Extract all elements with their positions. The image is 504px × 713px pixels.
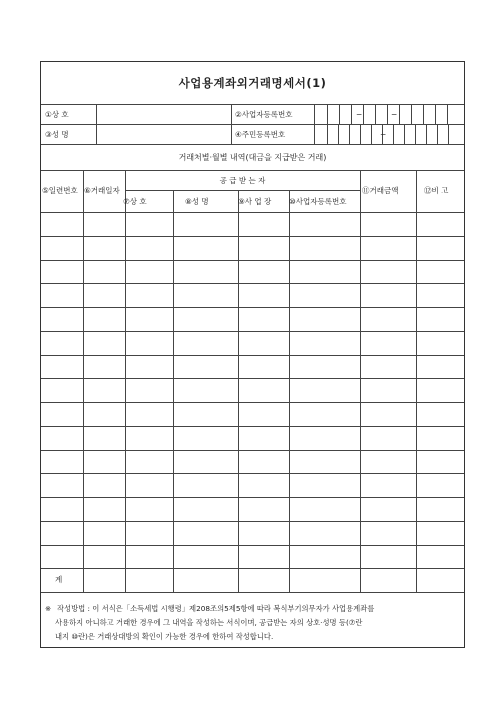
writing-instructions <box>45 602 460 644</box>
digit-box-divider <box>435 104 436 124</box>
table-row-divider <box>41 402 464 403</box>
digit-box-divider <box>349 124 350 144</box>
table-row-divider <box>41 473 464 474</box>
digit-box-divider <box>448 124 449 144</box>
digit-box-divider <box>339 104 340 124</box>
col-date: ⑥거래일자 <box>84 186 120 195</box>
header-bottom-divider <box>41 144 464 145</box>
table-row-divider <box>41 378 464 379</box>
resident-reg-dash: − <box>380 130 387 139</box>
column-divider <box>238 190 239 592</box>
digit-box-divider <box>415 124 416 144</box>
column-divider <box>289 190 290 592</box>
digit-box-divider <box>437 124 438 144</box>
digit-box-divider <box>399 104 400 124</box>
col-sub-site: ⑨사 업 장 <box>238 197 272 206</box>
column-divider <box>83 170 84 592</box>
note-line-3: 내지 ⑩란)은 거래상대방의 확인이 가능한 경우에 한하여 작성합니다. <box>55 632 274 641</box>
header-divider <box>231 104 232 144</box>
digit-box-divider <box>404 124 405 144</box>
table-row-divider <box>41 236 464 237</box>
digit-box-divider <box>387 104 388 124</box>
supplier-subheader-divider <box>125 190 360 191</box>
business-reg-dash-1: − <box>356 110 363 119</box>
table-row-divider <box>41 521 464 522</box>
col-sub-trade-name: ⑦상 호 <box>123 197 147 206</box>
name-label: ③성 명 <box>45 130 69 139</box>
note-mark: ※ <box>45 604 52 613</box>
section-title: 거래처별·월별 내역(대금을 지급받은 거래) <box>178 153 327 162</box>
digit-box-divider <box>338 124 339 144</box>
table-bottom-divider <box>41 592 464 593</box>
col-remarks: ⑫비 고 <box>424 186 449 195</box>
total-label: 계 <box>55 575 63 584</box>
digit-box-divider <box>423 104 424 124</box>
header-divider <box>96 104 97 144</box>
business-reg-dash-2: − <box>391 110 398 119</box>
digit-box-divider <box>360 124 361 144</box>
col-amount: ⑪거래금액 <box>362 186 399 195</box>
digit-box-divider <box>447 104 448 124</box>
digit-box-divider <box>411 104 412 124</box>
column-divider <box>125 170 126 592</box>
resident-reg-label: ④주민등록번호 <box>235 130 286 139</box>
business-reg-label: ②사업자등록번호 <box>235 110 293 119</box>
table-row-divider <box>41 450 464 451</box>
table-row-divider <box>41 260 464 261</box>
table-row-divider <box>41 545 464 546</box>
table-row-divider <box>41 426 464 427</box>
digit-box-divider <box>375 104 376 124</box>
col-serial: ⑤일련번호 <box>42 186 78 195</box>
table-row-divider <box>41 355 464 356</box>
column-header-divider <box>41 212 464 213</box>
table-row-divider <box>41 331 464 332</box>
col-sub-name: ⑧성 명 <box>185 197 209 206</box>
header-row-divider <box>41 124 464 125</box>
table-row-divider <box>41 568 464 569</box>
column-divider <box>173 190 174 592</box>
column-divider <box>416 170 417 592</box>
digit-box-divider <box>393 124 394 144</box>
table-row-divider <box>41 283 464 284</box>
statement-form <box>40 61 465 648</box>
col-sub-biz-reg: ⑩사업자등록번호 <box>289 197 347 206</box>
table-row-divider <box>41 307 464 308</box>
digit-box-divider <box>363 104 364 124</box>
column-divider <box>360 170 361 592</box>
title-divider <box>41 104 464 105</box>
digit-box-divider <box>371 124 372 144</box>
digit-box-divider <box>426 124 427 144</box>
note-line-2: 사용하지 아니하고 거래한 경우에 그 내역을 작성하는 서식이며, 공급받는 자의 상호·성명 등(⑦란 <box>55 618 363 627</box>
digit-box-divider <box>327 104 328 124</box>
trade-name-label: ①상 호 <box>45 110 69 119</box>
table-row-divider <box>41 497 464 498</box>
header-divider <box>314 104 315 144</box>
note-line-1: 작성방법 : 이 서식은「소득세법 시행령」제208조의5제5항에 따라 복식부기의무자가 사업용계좌를 <box>57 604 375 613</box>
digit-box-divider <box>351 104 352 124</box>
section-title-divider <box>41 170 464 171</box>
col-supplier-group: 공 급 받 는 자 <box>219 176 266 185</box>
form-title: 사업용계좌외거래명세서(1) <box>178 76 327 90</box>
digit-box-divider <box>327 124 328 144</box>
